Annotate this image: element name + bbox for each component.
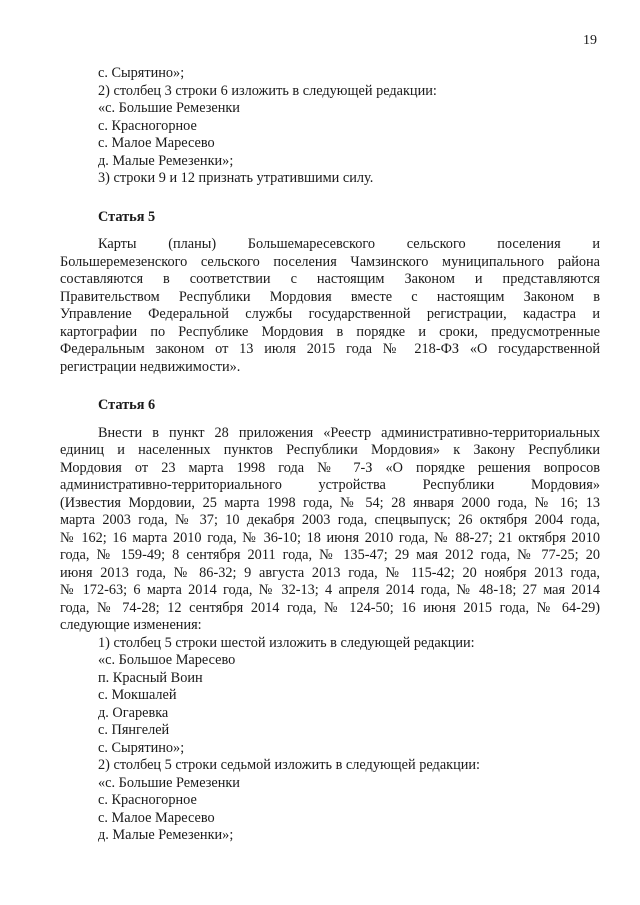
list-item: с. Мокшалей xyxy=(98,687,177,703)
paragraph-line: административно-территориального устройства Республики Мордовия» xyxy=(60,477,600,493)
paragraph-line: Внести в пункт 28 приложения «Реестр административно-территориальных xyxy=(98,424,600,441)
list-item: с. Пянгелей xyxy=(98,722,170,738)
paragraph-line: единиц и населенных пунктов Республики Мордовия» к Закону Республики xyxy=(60,442,600,458)
article-6-heading: Статья 6 xyxy=(98,397,156,413)
list-item: с. Сырятино»; xyxy=(98,65,185,81)
paragraph-line: Мордовия от 23 марта 1998 года № 7-З «О порядке решения вопросов xyxy=(60,459,600,476)
paragraph-line: картографии по Республике Мордовия в порядке и сроки, предусмотренные xyxy=(60,323,600,340)
paragraph-line: Федеральным законом от 13 июля 2015 года № 218-ФЗ «О государственной xyxy=(60,341,600,357)
list-item: с. Сырятино»; xyxy=(98,739,185,756)
article-6-list xyxy=(60,635,600,845)
list-item: д. Малые Ремезенки»; xyxy=(98,827,234,843)
list-item: с. Красногорное xyxy=(98,117,197,134)
list-item: 2) столбец 5 строки седьмой изложить в следующей редакции: xyxy=(98,757,481,773)
paragraph-line: следующие изменения: xyxy=(60,617,202,633)
article-5-heading: Статья 5 xyxy=(98,208,156,225)
list-item: «с. Большие Ремезенки xyxy=(98,774,240,791)
list-item: «с. Большое Маресево xyxy=(98,652,236,668)
list-item: «с. Большие Ремезенки xyxy=(98,100,240,116)
previous-list xyxy=(60,65,600,188)
list-item: 1) столбец 5 строки шестой изложить в следующей редакции: xyxy=(98,634,475,651)
paragraph-line: Большеремезенского сельского поселения Чамзинского муниципального района xyxy=(60,253,600,270)
paragraph-line: марта 2003 года, № 37; 10 декабря 2003 года, спецвыпуск; 26 октября 2004 года, xyxy=(60,512,600,528)
paragraph-line: июня 2013 года, № 86-32; 9 августа 2013 года, № 115-42; 20 ноября 2013 года, xyxy=(60,564,600,581)
article-5-paragraph xyxy=(60,236,600,376)
paragraph-line: года, № 74-28; 12 сентября 2014 года, № 124-50; 16 июня 2015 года, № 64-29) xyxy=(60,599,600,616)
paragraph-line: (Известия Мордовии, 25 марта 1998 года, № 54; 28 января 2000 года, № 16; 13 xyxy=(60,494,600,511)
list-item: с. Малое Маресево xyxy=(98,135,215,151)
list-item: 3) строки 9 и 12 признать утратившими силу. xyxy=(98,170,374,186)
list-item: с. Малое Маресево xyxy=(98,809,215,826)
paragraph-line: № 172-63; 6 марта 2014 года, № 32-13; 4 апреля 2014 года, № 48-18; 27 мая 2014 xyxy=(60,582,600,598)
article-6-paragraph xyxy=(60,425,600,635)
paragraph-line: года, № 159-49; 8 сентября 2011 года, № 135-47; 29 мая 2012 года, № 77-25; 20 xyxy=(60,547,600,563)
list-item: д. Огаревка xyxy=(98,704,169,721)
paragraph-line: Карты (планы) Большемаресевского сельского поселения и xyxy=(98,236,600,252)
paragraph-line: № 162; 16 марта 2010 года, № 36-10; 18 июня 2010 года, № 88-27; 21 октября 2010 xyxy=(60,529,600,546)
list-item: 2) столбец 3 строки 6 изложить в следующей редакции: xyxy=(98,82,437,99)
list-item: д. Малые Ремезенки»; xyxy=(98,152,234,169)
list-item: п. Красный Воин xyxy=(98,669,203,686)
paragraph-line: Управление Федеральной службы государственной регистрации, кадастра и xyxy=(60,306,600,322)
paragraph-line: составляются в соответствии с настоящим Законом и представляются xyxy=(60,271,600,287)
paragraph-line: Правительством Республики Мордовия вместе с настоящим Законом в xyxy=(60,288,600,305)
list-item: с. Красногорное xyxy=(98,792,197,808)
page-number: 19 xyxy=(583,33,597,48)
document-body xyxy=(60,65,600,845)
paragraph-line: регистрации недвижимости». xyxy=(60,358,241,375)
